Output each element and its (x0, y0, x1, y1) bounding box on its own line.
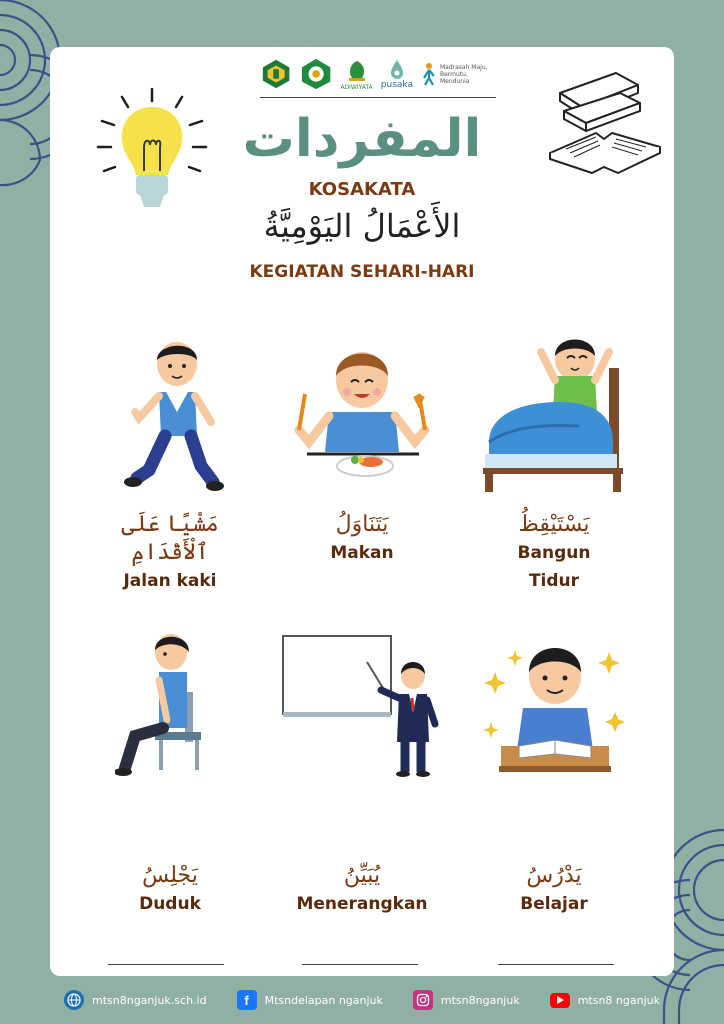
adiwiyata-icon (342, 58, 372, 84)
logo-bar (260, 51, 496, 98)
footer-facebook[interactable] (237, 990, 383, 1010)
vocab-card-waking (464, 332, 644, 595)
studying-boy-icon (479, 632, 629, 782)
instagram-label: mtsn8nganjuk (440, 993, 520, 1007)
vocab-latin-explaining: Menerangkan (296, 894, 428, 914)
vocab-arabic-walking: مَشْيًا عَلَى ٱلْأَقْدَامِ (121, 512, 219, 565)
waking-up-boy-icon (479, 332, 629, 497)
vocab-latin-studying: Belajar (520, 894, 588, 914)
vocab-arabic-explaining: يُبَيِّنُ (343, 863, 381, 888)
vocab-arabic-sitting: يَجْلِسُ (142, 863, 198, 888)
youtube-icon (550, 993, 570, 1008)
vocab-arabic-studying: يَدْرُسُ (526, 863, 582, 888)
subtitle-arabic: الأَعْمَالُ اليَوْمِيَّةُ (263, 207, 461, 245)
sitting-boy-icon (115, 632, 225, 782)
page-title-arabic: المفردات (242, 109, 482, 169)
vocab-latin-walking: Jalan kaki (123, 571, 217, 591)
eating-boy-icon (287, 332, 437, 497)
madrasah-maju-logo (421, 62, 496, 86)
teacher-whiteboard-icon (277, 632, 447, 777)
youtube-label: mtsn8 nganjuk (577, 993, 660, 1007)
madrasah-maju-label: Madrasah Maju, Bermutu, Mendunia (439, 63, 488, 85)
figure-icon (421, 62, 437, 86)
footer-instagram[interactable] (413, 990, 520, 1010)
vocab-latin-waking: Bangun Tidur (517, 543, 591, 591)
facebook-label: Mtsndelapan nganjuk (264, 993, 383, 1007)
facebook-icon: f (237, 990, 257, 1010)
vocab-arabic-waking: يَسْتَيْقِظُ (518, 512, 590, 537)
writing-line-3 (498, 964, 614, 965)
adiwiyata-label: ADIWIYATA (340, 83, 373, 91)
footer-youtube[interactable] (550, 993, 660, 1008)
writing-line-2 (302, 964, 418, 965)
pusaka-label: pusaka (380, 80, 413, 90)
vocab-arabic-eating: يَتَنَاوَلُ (335, 512, 389, 537)
vocab-latin-eating: Makan (330, 543, 394, 563)
footer-social-bar (0, 984, 724, 1016)
worksheet-card (50, 47, 674, 976)
writing-line-1 (108, 964, 224, 965)
walking-boy-icon (115, 332, 225, 497)
instagram-icon (413, 990, 433, 1010)
subtitle-latin: KEGIATAN SEHARI-HARI (249, 262, 475, 282)
pusaka-drop-icon (386, 58, 408, 80)
vocab-card-sitting (80, 632, 260, 918)
pusaka-logo (381, 58, 413, 90)
vocab-card-studying (464, 632, 644, 918)
globe-icon (64, 990, 84, 1010)
adiwiyata-logo (340, 58, 372, 91)
vocab-card-walking (80, 332, 260, 595)
footer-website[interactable] (64, 990, 207, 1010)
website-label: mtsn8nganjuk.sch.id (92, 993, 207, 1007)
vocab-card-explaining (272, 632, 452, 918)
kemenag-logo (260, 57, 292, 91)
vocab-latin-sitting: Duduk (139, 894, 201, 914)
madrasah-logo (300, 57, 332, 91)
page-title-latin: KOSAKATA (308, 179, 416, 200)
vocab-card-eating (272, 332, 452, 567)
